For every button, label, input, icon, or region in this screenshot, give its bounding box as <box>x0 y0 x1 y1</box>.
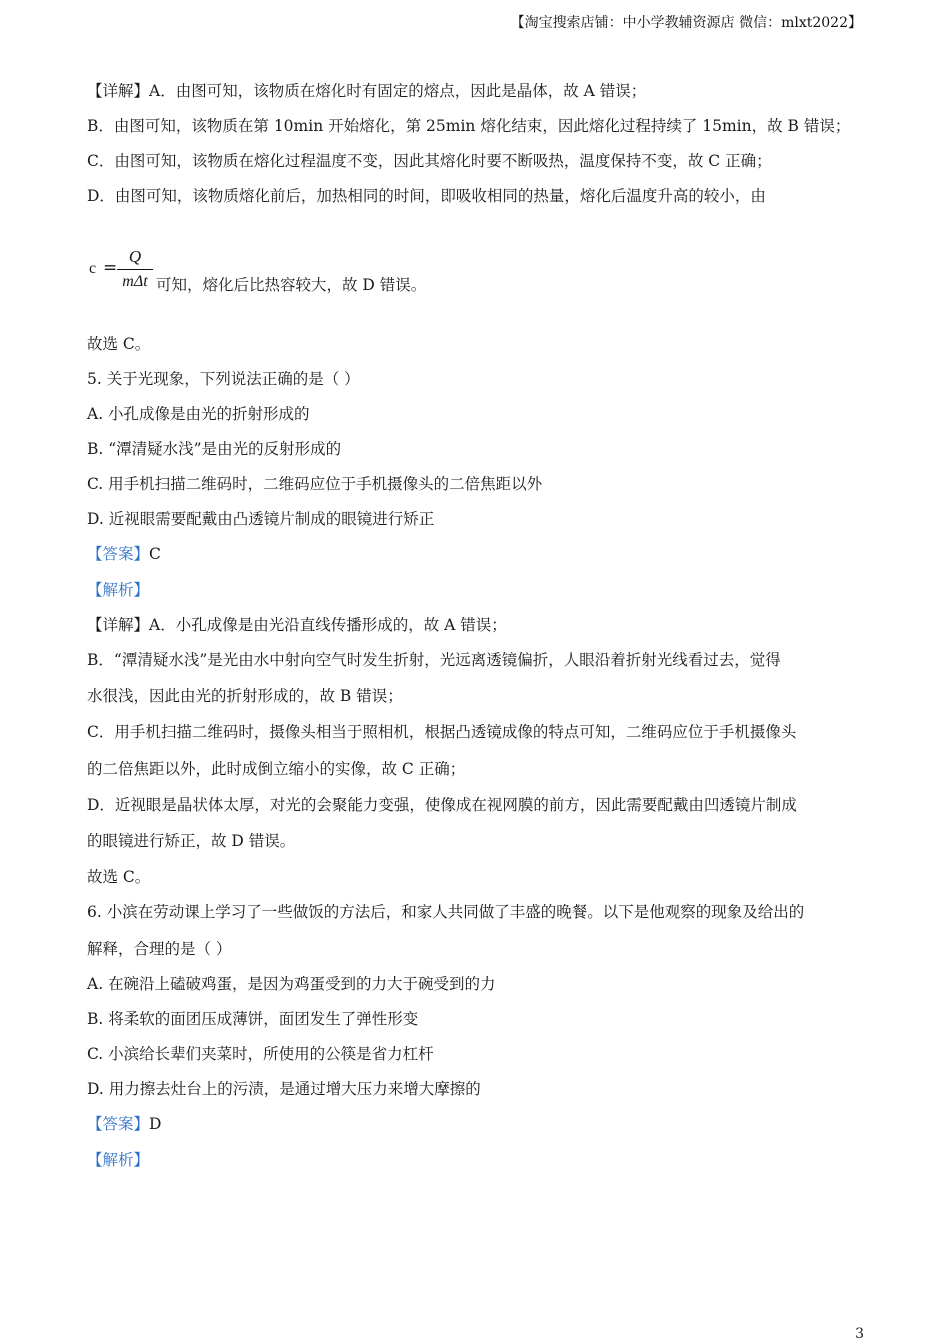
q6-option-d: D. 用力擦去灶台上的污渍，是通过增大压力来增大摩擦的 <box>87 1080 481 1098</box>
q5-stem: 5. 关于光现象，下列说法正确的是（ ） <box>87 370 360 388</box>
answer-label: 【答案】 <box>87 1115 150 1133</box>
formula-numerator: Q <box>128 247 142 266</box>
q6-stem-line1: 6. 小滨在劳动课上学习了一些做饭的方法后，和家人共同做了丰盛的晚餐。以下是他观察的现象及给出的 <box>87 903 805 921</box>
q6-stem-line2: 解释，合理的是（ ） <box>87 940 232 958</box>
formula-lhs: c <box>89 260 97 277</box>
q6-option-b: B. 将柔软的面团压成薄饼，面团发生了弹性形变 <box>87 1010 419 1028</box>
q4-detail-b: B．由图可知，该物质在第 10min 开始熔化，第 25min 熔化结束，因此熔化过程持续了 15min，故 B 错误； <box>87 117 851 135</box>
q5-answer <box>87 544 161 564</box>
q6-option-a: A. 在碗沿上磕破鸡蛋，是因为鸡蛋受到的力大于碗受到的力 <box>87 975 496 993</box>
answer-label: 【答案】 <box>87 545 150 563</box>
q5-option-c: C. 用手机扫描二维码时，二维码应位于手机摄像头的二倍焦距以外 <box>87 475 543 493</box>
q6-option-c: C. 小滨给长辈们夹菜时，所使用的公筷是省力杠杆 <box>87 1045 434 1063</box>
q5-detail-b2: 水很浅，因此由光的折射形成的，故 B 错误； <box>87 687 403 705</box>
q5-detail-a: 【详解】A．小孔成像是由光沿直线传播形成的，故 A 错误； <box>87 616 507 634</box>
q5-detail-c1: C．用手机扫描二维码时，摄像头相当于照相机，根据凸透镜成像的特点可知，二维码应位于手机摄像头 <box>87 723 797 741</box>
q4-detail-a: 【详解】A．由图可知，该物质在熔化时有固定的熔点，因此是晶体，故 A 错误； <box>87 82 647 100</box>
q5-option-d: D. 近视眼需要配戴由凸透镜片制成的眼镜进行矫正 <box>87 510 435 528</box>
q4-detail-d: D．由图可知，该物质熔化前后，加热相同的时间，即吸收相同的热量，熔化后温度升高的较小，由 <box>87 187 766 205</box>
q5-detail-d2: 的眼镜进行矫正，故 D 错误。 <box>87 832 296 850</box>
q5-conclusion: 故选 C。 <box>87 868 151 886</box>
page-number: 3 <box>855 1326 864 1342</box>
q5-option-b: B. “潭清疑水浅”是由光的反射形成的 <box>87 440 342 458</box>
specific-heat-formula <box>87 246 787 298</box>
q5-detail-d1: D．近视眼是晶状体太厚，对光的会聚能力变强，使像成在视网膜的前方，因此需要配戴由凹透镜片制成 <box>87 796 797 814</box>
q5-analysis-label: 【解析】 <box>87 581 150 599</box>
answer-value: D <box>149 1115 162 1133</box>
q5-option-a: A. 小孔成像是由光的折射形成的 <box>87 405 310 423</box>
q6-answer <box>87 1114 161 1134</box>
q5-detail-c2: 的二倍焦距以外，此时成倒立缩小的实像，故 C 正确； <box>87 760 466 778</box>
q4-detail-c: C．由图可知，该物质在熔化过程温度不变，因此其熔化时要不断吸热，温度保持不变，故 C 正确； <box>87 152 772 170</box>
page-header: 【淘宝搜索店铺：中小学教辅资源店 微信：mlxt2022】 <box>510 15 862 31</box>
q6-analysis-label: 【解析】 <box>87 1151 150 1169</box>
formula-explanation: 可知，熔化后比热容较大，故 D 错误。 <box>156 276 427 294</box>
formula-fraction <box>117 246 153 293</box>
q5-detail-b1: B．“潭清疑水浅”是光由水中射向空气时发生折射，光远离透镜偏折，人眼沿着折射光线看过去，觉得 <box>87 651 781 669</box>
answer-value: C <box>149 545 161 563</box>
formula-denominator: mΔt <box>122 273 148 290</box>
formula-equals: = <box>103 258 118 278</box>
fraction-bar <box>117 269 153 270</box>
q4-conclusion: 故选 C。 <box>87 335 151 353</box>
